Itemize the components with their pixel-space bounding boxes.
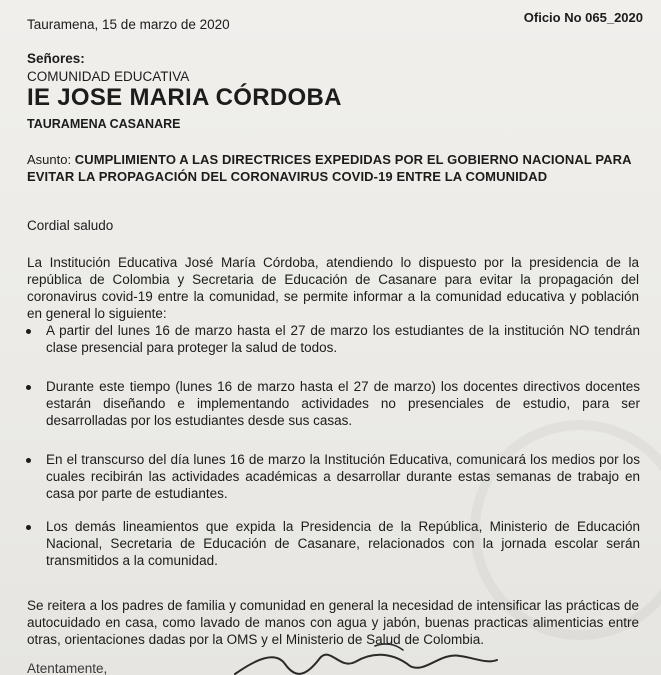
bullet-icon bbox=[26, 385, 31, 390]
bullet-item-1: A partir del lunes 16 de marzo hasta el 27 de marzo los estudiantes de la institución NO tendrán clase presencial para proteger la salud de todos. bbox=[46, 323, 640, 355]
closing-paragraph: Se reitera a los padres de familia y comunidad en general la necesidad de intensificar las prácticas de autocuidado en casa, como lavado de manos con agua y jabón, buenas practicas alimenticias entre otras, orientaciones dadas por la OMS y el Ministerio de Salud de Colombia. bbox=[27, 598, 639, 647]
school-name: IE JOSE MARIA CÓRDOBA bbox=[27, 84, 342, 111]
recipient-line: COMUNIDAD EDUCATIVA bbox=[27, 69, 190, 84]
recipient-city: TAURAMENA CASANARE bbox=[27, 117, 181, 131]
recipient-salutation: Señores: bbox=[27, 51, 85, 66]
bullet-item-3: En el transcurso del día lunes 16 de marzo la Institución Educativa, comunicará los medios por los cuales recibirán las actividades académicas a desarrollar durante estas semanas de trabajo en casa por parte de estudiantes. bbox=[46, 452, 640, 501]
date-line: Tauramena, 15 de marzo de 2020 bbox=[27, 17, 230, 32]
bullet-item-2: Durante este tiempo (lunes 16 de marzo hasta el 27 de marzo) los docentes directivos docentes estarán diseñando e implementando actividades no presenciales de estudio, para ser desarrolladas por los estudiantes desde sus casas. bbox=[46, 379, 640, 428]
greeting: Cordial saludo bbox=[27, 218, 114, 233]
oficio-number: Oficio No 065_2020 bbox=[523, 10, 643, 25]
bullet-icon bbox=[26, 525, 31, 530]
bullet-item-4: Los demás lineamientos que expida la Presidencia de la República, Ministerio de Educación Nacional, Secretaria de Educación de Casanare, relacionados con la jornada escolar serán transmitidos a la comunidad. bbox=[46, 519, 640, 568]
subject-text: CUMPLIMIENTO A LAS DIRECTRICES EXPEDIDAS POR EL GOBIERNO NACIONAL PARA EVITAR LA PROPAGACIÓN DEL CORONAVIRUS COVID-19 ENTRE LA COMUNIDAD bbox=[27, 152, 632, 184]
subject bbox=[27, 151, 639, 185]
bullet-icon bbox=[26, 329, 31, 334]
signature-scribble bbox=[225, 640, 505, 675]
intro-paragraph: La Institución Educativa José María Córdoba, atendiendo lo dispuesto por la presidencia de la república de Colombia y Secretaria de Educación de Casanare para evitar la propagación del coronavirus covid-19 entre la comunidad, se permite informar a la comunidad educativa y población en general lo siguiente: bbox=[27, 255, 639, 321]
bullet-icon bbox=[26, 458, 31, 463]
sign-off: Atentamente, bbox=[27, 661, 108, 675]
subject-label: Asunto: bbox=[27, 152, 72, 167]
